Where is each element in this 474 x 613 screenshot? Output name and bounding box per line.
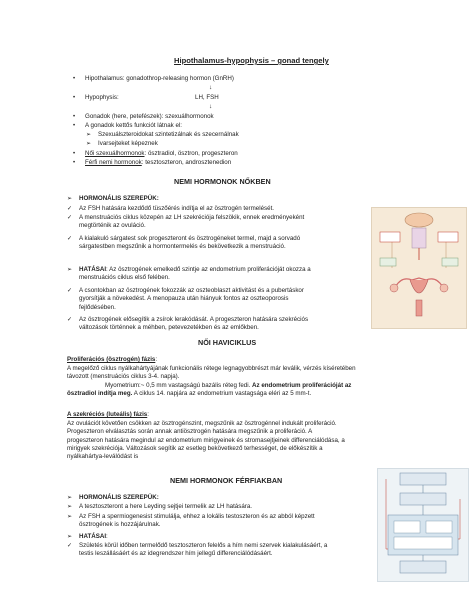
secretory-line-4: mirigyek szekréciója. Változások segítik az esetleg bekövetkező terhességet, de előkészítik a: [67, 444, 323, 452]
men-role-2-line-1: Az FSH a spermiogenesist stimulálja, ehhez a lokális testoszteron és az abból képzett: [79, 513, 315, 520]
hormone-axis-figure-drawing: [372, 208, 466, 328]
axis-gonads: Gonadok (here, petefészek): szexuálhormonok: [85, 113, 214, 120]
female-hormones-list: : ösztradiol, ösztron, progeszteron: [144, 150, 238, 157]
women-effect-1-line-1: : Az ösztrogének emelkedő szintje az endometrium proliferációját okozza a: [106, 266, 311, 273]
women-role-2-line-2: megtörténik az ovuláció.: [79, 222, 146, 230]
day14-text: A ciklus 14. napjára az endometrium vastagsága eléri az 5 mm-t.: [132, 389, 312, 397]
arrow-bullet-icon: ➢: [67, 266, 73, 273]
women-effect-3-line-2: változások történnek a méhben, petevezetékben és az emlőkben.: [79, 324, 259, 332]
down-arrow-icon: ↓: [209, 84, 213, 91]
women-role-3: [79, 235, 366, 252]
women-effects-label: HATÁSAI: [79, 266, 107, 273]
women-effect-2-line-2: gyorsítják a növekedést. A menopauza után hiányuk fontos az oszteoporosis: [79, 295, 289, 303]
axis-gnrh: Hipothalamus: gonadothrop-releasing hormon (GnRH): [85, 75, 234, 82]
axis-lh-fsh: LH, FSH: [195, 94, 219, 101]
arrow-bullet-icon: ➢: [86, 140, 92, 147]
men-role-2-line-2: ösztrogének is hozzájárulnak.: [79, 521, 161, 529]
proliferative-line-2: távozott (menstruációs ciklus 3-4. napja).: [67, 373, 180, 381]
women-role-3-line-2: sárgatestben megszűnik a hormontermelés és bekövetkezik a menstruáció.: [79, 243, 286, 251]
check-icon: ✓: [67, 235, 73, 242]
check-icon: ✓: [67, 205, 73, 212]
male-hormones-label: Férfi nemi hormonok: [85, 159, 142, 166]
secretory-phase-text: [67, 420, 412, 461]
bullet: •: [73, 151, 76, 157]
check-icon: ✓: [67, 287, 73, 294]
women-effect-2-line-3: fejlődésében.: [79, 303, 116, 311]
bullet: •: [73, 114, 76, 120]
male-axis-figure: [377, 468, 469, 582]
male-axis-figure-drawing: [378, 469, 468, 581]
men-effects-label: HATÁSAI: [79, 533, 107, 540]
check-icon: ✓: [67, 542, 73, 549]
proliferative-phase-heading: [67, 356, 157, 364]
colon: :: [147, 411, 149, 418]
section-heading-cycle: NŐI HAVICIKLUS: [198, 338, 257, 347]
secretory-line-3: progeszteron hatására megindul az endometrium mirigyeinek és stromasejtjeinek differenciálódása, a: [67, 436, 345, 444]
women-roles-label: HORMONÁLIS SZEREPÜK:: [79, 195, 159, 202]
colon: :: [155, 356, 158, 363]
colon: :: [106, 533, 108, 540]
secretory-line-2: Progeszteron elválasztás során annak antiösztrogén hatására megszűnik a proliferáció. A: [67, 428, 313, 436]
secretory-line-5: nyálkahártya-leválódást is: [67, 453, 139, 461]
arrow-bullet-icon: ➢: [67, 195, 73, 202]
arrow-bullet-icon: ➢: [67, 503, 73, 510]
men-effect-1: [79, 542, 369, 559]
proliferative-line-4: [67, 390, 412, 398]
check-icon: ✓: [67, 316, 73, 323]
male-hormones-list: : tesztoszteron, androsztenedion: [141, 159, 232, 166]
men-roles-label: HORMONÁLIS SZEREPÜK:: [79, 494, 159, 501]
men-effects-heading: [79, 533, 108, 541]
proliferative-line-1: A megelőző ciklus nyálkahártyájának funkcionális rétege legnagyobbrészt már leválik, vérzés kíséretében: [67, 365, 356, 372]
women-role-1: Az FSH hatására kezdődő tüszőérés indítja el az ösztrogén termelését.: [79, 205, 275, 212]
women-effect-1-line-2: menstruációs ciklus első felében.: [79, 274, 170, 282]
page-title: Hipothalamus-hypophysis – gonad tengely: [174, 56, 329, 65]
men-role-1: A tesztoszteront a here Leyding sejtjei termelik az LH hatására.: [79, 503, 252, 510]
axis-function-1: Szexuálszteroidokat szintetizálnak és szecernálnak: [98, 131, 239, 138]
check-icon: ✓: [67, 214, 73, 221]
hormone-axis-figure: [371, 207, 467, 329]
section-heading-men: NEMI HORMONOK FÉRFIAKBAN: [170, 476, 283, 485]
myometrium-text: Myometrium:~ 0,5 mm vastagságú bazális réteg fedi.: [105, 381, 253, 389]
axis-function-2: Ivarsejteket képeznek: [98, 140, 158, 147]
women-role-2-line-1: A menstruációs ciklus közepén az LH szekréciója felszökik, ennek eredményeként: [79, 214, 305, 221]
bullet: •: [73, 123, 76, 129]
female-hormones-line: [85, 150, 238, 158]
secretory-phase-heading: [67, 411, 149, 419]
women-effect-3-line-1: Az ösztrogének elősegítik a zsírok lerakódását. A progeszteron hatására szekréciós: [79, 316, 309, 323]
women-effect-2: [79, 287, 366, 312]
proliferative-phase-title: Proliferációs (ösztrogén) fázis: [67, 356, 156, 363]
arrow-bullet-icon: ➢: [67, 494, 73, 501]
men-effect-1-line-2: testis leszállásáért és az idegrendszer hím jellegű differenciálódásáért.: [79, 550, 273, 558]
women-role-2: [79, 214, 366, 231]
bullet: •: [73, 76, 76, 82]
women-effect-2-line-1: A csontokban az ösztrogének fokozzák az oszteoblaszt aktivitást és a pubertáskor: [79, 287, 304, 294]
axis-dual-function: A gonadok kettős funkciót látnak el:: [85, 122, 182, 129]
down-arrow-icon: ↓: [209, 103, 213, 110]
women-role-3-line-1: A kialakuló sárgatest sok progeszteront és ösztrogéneket termel, majd a sorvadó: [79, 235, 301, 242]
secretory-line-1: Az ovulációt követően csökken az ösztrogénszint, megszűnik az ösztrogénnel indukált proliferáció.: [67, 420, 337, 427]
bullet: •: [73, 95, 76, 101]
proliferative-line-3: [67, 382, 412, 390]
men-effect-1-line-1: Születés körül időben termelődő tesztoszteron felelős a hím nemi szervek kialakulásáért, a: [79, 542, 328, 549]
proliferative-phase-text: [67, 365, 412, 398]
arrow-bullet-icon: ➢: [86, 131, 92, 138]
arrow-bullet-icon: ➢: [67, 513, 73, 520]
estradiol-emphasis: ösztradiol indítja meg.: [67, 389, 133, 397]
section-heading-women: NEMI HORMONOK NŐKBEN: [174, 177, 271, 186]
female-hormones-label: Női szexuálhormonok: [85, 150, 145, 157]
endometrium-emphasis: Az endometrium proliferációját az: [252, 381, 352, 389]
women-effect-1: [79, 266, 366, 283]
arrow-bullet-icon: ➢: [67, 533, 73, 540]
women-effect-3: [79, 316, 366, 333]
men-role-2: [79, 513, 369, 530]
secretory-phase-title: A szekréciós (luteális) fázis: [67, 411, 148, 418]
bullet: •: [73, 160, 76, 166]
axis-hypophysis: Hypophysis:: [85, 94, 119, 101]
male-hormones-line: [85, 159, 231, 167]
